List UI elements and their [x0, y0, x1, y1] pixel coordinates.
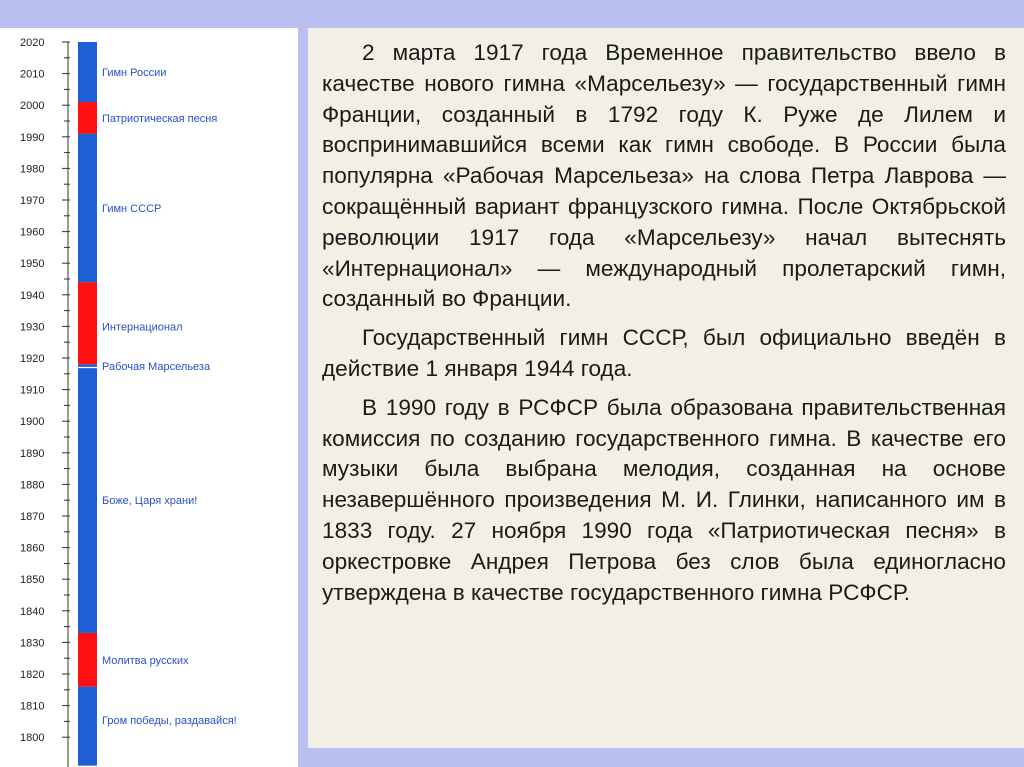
tick-label-2000: 2000: [20, 100, 45, 113]
segment-label-8: Гимн России: [102, 67, 167, 80]
segment-label-4: Рабочая Марсельеза: [102, 360, 211, 373]
tick-label-2020: 2020: [20, 37, 45, 49]
tick-label-1850: 1850: [20, 574, 45, 587]
tick-label-2010: 2010: [20, 68, 45, 81]
segment-label-3: Боже, Царя храни!: [102, 495, 198, 508]
timeline-chart: [0, 28, 298, 767]
paragraph-1: 2 марта 1917 года Временное правительство ввело в качестве нового гимна «Марсельезу» — государственный гимн Франции, созданный в 1792 году К. Руже де Лилем и воспринимавшийся всеми как гимн свободе. В России была популярна «Рабочая Марсельеза» на слова Петра Лаврова — сокращённый вариант французского гимна. После Октябрьской революции 1917 года «Марсельезу» начал вытеснять «Интернационал» — международный пролетарский гимн, созданный во Франции.: [322, 40, 1006, 312]
tick-label-1900: 1900: [20, 416, 45, 429]
tick-label-1940: 1940: [20, 289, 45, 302]
tick-label-1800: 1800: [20, 732, 45, 745]
tick-label-1810: 1810: [20, 700, 45, 713]
segment-label-5: Интернационал: [102, 321, 183, 334]
segment-label-7: Патриотическая песня: [102, 112, 218, 125]
tick-label-1910: 1910: [20, 384, 45, 397]
tick-label-1920: 1920: [20, 353, 45, 365]
timeline-segment-1: [78, 687, 97, 766]
tick-label-1950: 1950: [20, 258, 45, 271]
timeline-segment-7: [78, 102, 97, 134]
tick-label-1860: 1860: [20, 542, 45, 555]
paragraph-3: В 1990 году в РСФСР была образована правительственная комиссия по созданию государственного гимна. В качестве его музыки была выбрана мелодия, созданная на основе незавершённого произведения М. И. Глинки, написанного им в 1833 году. 27 ноября 1990 года «Патриотическая песня» в оркестровке Андрея Петрова без слов была единогласно утверждена в качестве государственного гимна РСФСР.: [322, 394, 1006, 605]
timeline-segment-2: [78, 633, 97, 687]
tick-label-1990: 1990: [20, 131, 45, 144]
timeline-segment-5: [78, 282, 97, 364]
text-panel: [308, 28, 1024, 748]
tick-label-1820: 1820: [20, 669, 45, 681]
segment-label-1: Гром победы, раздавайся!: [102, 714, 237, 727]
segment-label-2: Молитва русских: [102, 654, 189, 667]
tick-label-1870: 1870: [20, 511, 45, 523]
timeline-segment-8: [78, 42, 97, 102]
tick-label-1970: 1970: [20, 195, 45, 207]
anthem-timeline: [0, 28, 298, 767]
tick-label-1930: 1930: [20, 321, 45, 334]
text-body: [322, 38, 1006, 616]
paragraph-2: Государственный гимн СССР, был официально введён в действие 1 января 1944 года.: [322, 325, 1006, 381]
tick-label-1960: 1960: [20, 226, 45, 239]
timeline-segment-3: [78, 367, 97, 632]
tick-label-1980: 1980: [20, 163, 45, 176]
tick-label-1840: 1840: [20, 605, 45, 618]
timeline-segment-6: [78, 134, 97, 283]
tick-label-1880: 1880: [20, 479, 45, 492]
tick-label-1830: 1830: [20, 637, 45, 650]
segment-label-6: Гимн СССР: [102, 202, 162, 215]
tick-label-1890: 1890: [20, 447, 45, 460]
